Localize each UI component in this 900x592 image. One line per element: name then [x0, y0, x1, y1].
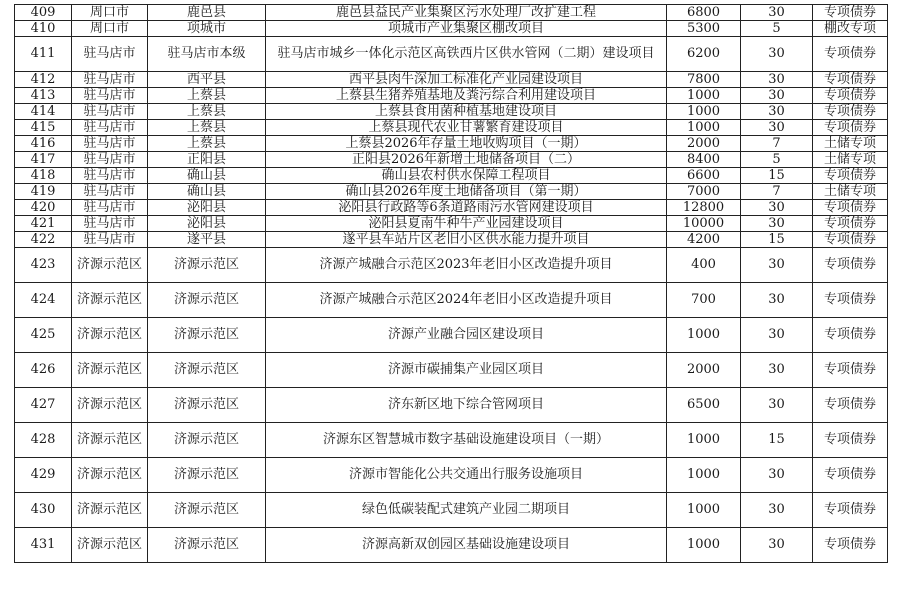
- project-name-cell: 济东新区地下综合管网项目: [266, 388, 667, 423]
- county-cell: 鹿邑县: [148, 5, 266, 21]
- bond-type-cell: 土储专项: [813, 184, 888, 200]
- table-row: [15, 21, 888, 37]
- table-row: [15, 388, 888, 423]
- amount-cell: 400: [667, 248, 741, 283]
- table-row: [15, 37, 888, 72]
- row-number-cell: 429: [15, 458, 72, 493]
- amount-cell: 1000: [667, 493, 741, 528]
- table-row: [15, 88, 888, 104]
- county-cell: 项城市: [148, 21, 266, 37]
- term-cell: 30: [741, 216, 813, 232]
- row-number-cell: 425: [15, 318, 72, 353]
- project-name-cell: 上蔡县现代农业甘薯繁育建设项目: [266, 120, 667, 136]
- project-name-cell: 济源东区智慧城市数字基础设施建设项目（一期）: [266, 423, 667, 458]
- row-number-cell: 411: [15, 37, 72, 72]
- county-cell: 济源示范区: [148, 353, 266, 388]
- table-row: [15, 423, 888, 458]
- bond-type-cell: 专项债券: [813, 423, 888, 458]
- bond-type-cell: 专项债券: [813, 168, 888, 184]
- term-cell: 30: [741, 283, 813, 318]
- amount-cell: 1000: [667, 423, 741, 458]
- amount-cell: 1000: [667, 120, 741, 136]
- table-row: [15, 493, 888, 528]
- row-number-cell: 409: [15, 5, 72, 21]
- city-cell: 驻马店市: [72, 232, 148, 248]
- project-name-cell: 确山县农村供水保障工程项目: [266, 168, 667, 184]
- county-cell: 遂平县: [148, 232, 266, 248]
- city-cell: 济源示范区: [72, 493, 148, 528]
- county-cell: 上蔡县: [148, 104, 266, 120]
- term-cell: 30: [741, 104, 813, 120]
- bond-project-table: [14, 4, 887, 563]
- project-name-cell: 项城市产业集聚区棚改项目: [266, 21, 667, 37]
- row-number-cell: 410: [15, 21, 72, 37]
- bond-type-cell: 专项债券: [813, 104, 888, 120]
- project-name-cell: 济源产城融合示范区2023年老旧小区改造提升项目: [266, 248, 667, 283]
- term-cell: 30: [741, 37, 813, 72]
- bond-type-cell: 土储专项: [813, 152, 888, 168]
- project-name-cell: 济源市智能化公共交通出行服务设施项目: [266, 458, 667, 493]
- city-cell: 驻马店市: [72, 37, 148, 72]
- row-number-cell: 423: [15, 248, 72, 283]
- bond-type-cell: 专项债券: [813, 458, 888, 493]
- project-name-cell: 上蔡县生猪养殖基地及粪污综合利用建设项目: [266, 88, 667, 104]
- table-row: [15, 283, 888, 318]
- term-cell: 30: [741, 88, 813, 104]
- term-cell: 15: [741, 423, 813, 458]
- county-cell: 济源示范区: [148, 493, 266, 528]
- table-row: [15, 248, 888, 283]
- row-number-cell: 428: [15, 423, 72, 458]
- term-cell: 30: [741, 528, 813, 563]
- city-cell: 驻马店市: [72, 200, 148, 216]
- project-name-cell: 济源市碳捕集产业园区项目: [266, 353, 667, 388]
- county-cell: 上蔡县: [148, 136, 266, 152]
- row-number-cell: 420: [15, 200, 72, 216]
- amount-cell: 700: [667, 283, 741, 318]
- county-cell: 济源示范区: [148, 388, 266, 423]
- row-number-cell: 413: [15, 88, 72, 104]
- project-name-cell: 遂平县车站片区老旧小区供水能力提升项目: [266, 232, 667, 248]
- amount-cell: 2000: [667, 136, 741, 152]
- county-cell: 西平县: [148, 72, 266, 88]
- bond-type-cell: 专项债券: [813, 120, 888, 136]
- bond-type-cell: 专项债券: [813, 232, 888, 248]
- bond-type-cell: 专项债券: [813, 37, 888, 72]
- city-cell: 周口市: [72, 5, 148, 21]
- county-cell: 济源示范区: [148, 458, 266, 493]
- term-cell: 30: [741, 248, 813, 283]
- city-cell: 驻马店市: [72, 184, 148, 200]
- amount-cell: 10000: [667, 216, 741, 232]
- city-cell: 驻马店市: [72, 152, 148, 168]
- term-cell: 7: [741, 184, 813, 200]
- amount-cell: 1000: [667, 458, 741, 493]
- amount-cell: 6500: [667, 388, 741, 423]
- amount-cell: 12800: [667, 200, 741, 216]
- bond-type-cell: 专项债券: [813, 216, 888, 232]
- table-body: [15, 5, 888, 563]
- table-row: [15, 72, 888, 88]
- county-cell: 驻马店市本级: [148, 37, 266, 72]
- county-cell: 济源示范区: [148, 248, 266, 283]
- amount-cell: 8400: [667, 152, 741, 168]
- amount-cell: 2000: [667, 353, 741, 388]
- table-row: [15, 104, 888, 120]
- city-cell: 济源示范区: [72, 458, 148, 493]
- county-cell: 济源示范区: [148, 423, 266, 458]
- row-number-cell: 421: [15, 216, 72, 232]
- project-name-cell: 上蔡县2026年存量土地收购项目（一期）: [266, 136, 667, 152]
- city-cell: 济源示范区: [72, 248, 148, 283]
- term-cell: 30: [741, 388, 813, 423]
- bond-type-cell: 专项债券: [813, 283, 888, 318]
- amount-cell: 7800: [667, 72, 741, 88]
- table-row: [15, 216, 888, 232]
- amount-cell: 6600: [667, 168, 741, 184]
- table-row: [15, 232, 888, 248]
- term-cell: 30: [741, 72, 813, 88]
- term-cell: 7: [741, 136, 813, 152]
- table-row: [15, 528, 888, 563]
- table-row: [15, 458, 888, 493]
- project-name-cell: 济源产城融合示范区2024年老旧小区改造提升项目: [266, 283, 667, 318]
- row-number-cell: 430: [15, 493, 72, 528]
- county-cell: 济源示范区: [148, 318, 266, 353]
- city-cell: 济源示范区: [72, 528, 148, 563]
- term-cell: 5: [741, 21, 813, 37]
- project-name-cell: 鹿邑县益民产业集聚区污水处理厂改扩建工程: [266, 5, 667, 21]
- table-row: [15, 168, 888, 184]
- table-row: [15, 200, 888, 216]
- amount-cell: 6800: [667, 5, 741, 21]
- project-name-cell: 绿色低碳装配式建筑产业园二期项目: [266, 493, 667, 528]
- row-number-cell: 431: [15, 528, 72, 563]
- city-cell: 济源示范区: [72, 318, 148, 353]
- amount-cell: 5300: [667, 21, 741, 37]
- row-number-cell: 412: [15, 72, 72, 88]
- term-cell: 30: [741, 200, 813, 216]
- bond-type-cell: 专项债券: [813, 353, 888, 388]
- bond-type-cell: 专项债券: [813, 318, 888, 353]
- project-name-cell: 上蔡县食用菌种植基地建设项目: [266, 104, 667, 120]
- row-number-cell: 424: [15, 283, 72, 318]
- county-cell: 确山县: [148, 184, 266, 200]
- project-name-cell: 泌阳县夏南牛种牛产业园建设项目: [266, 216, 667, 232]
- term-cell: 30: [741, 493, 813, 528]
- city-cell: 驻马店市: [72, 120, 148, 136]
- bond-type-cell: 专项债券: [813, 5, 888, 21]
- city-cell: 济源示范区: [72, 423, 148, 458]
- term-cell: 30: [741, 5, 813, 21]
- row-number-cell: 419: [15, 184, 72, 200]
- city-cell: 驻马店市: [72, 168, 148, 184]
- project-name-cell: 济源高新双创园区基础设施建设项目: [266, 528, 667, 563]
- bond-type-cell: 专项债券: [813, 88, 888, 104]
- city-cell: 驻马店市: [72, 72, 148, 88]
- table-row: [15, 5, 888, 21]
- amount-cell: 1000: [667, 318, 741, 353]
- row-number-cell: 418: [15, 168, 72, 184]
- bond-type-cell: 土储专项: [813, 136, 888, 152]
- bond-type-cell: 专项债券: [813, 528, 888, 563]
- bond-type-cell: 专项债券: [813, 493, 888, 528]
- amount-cell: 1000: [667, 528, 741, 563]
- term-cell: 5: [741, 152, 813, 168]
- county-cell: 泌阳县: [148, 200, 266, 216]
- table-row: [15, 120, 888, 136]
- table-row: [15, 152, 888, 168]
- row-number-cell: 414: [15, 104, 72, 120]
- project-name-cell: 西平县肉牛深加工标准化产业园建设项目: [266, 72, 667, 88]
- table-row: [15, 184, 888, 200]
- project-name-cell: 确山县2026年度土地储备项目（第一期）: [266, 184, 667, 200]
- term-cell: 15: [741, 232, 813, 248]
- term-cell: 30: [741, 353, 813, 388]
- county-cell: 泌阳县: [148, 216, 266, 232]
- amount-cell: 4200: [667, 232, 741, 248]
- bond-type-cell: 棚改专项: [813, 21, 888, 37]
- county-cell: 确山县: [148, 168, 266, 184]
- bond-type-cell: 专项债券: [813, 248, 888, 283]
- row-number-cell: 426: [15, 353, 72, 388]
- bond-type-cell: 专项债券: [813, 72, 888, 88]
- county-cell: 上蔡县: [148, 120, 266, 136]
- term-cell: 30: [741, 318, 813, 353]
- row-number-cell: 422: [15, 232, 72, 248]
- bond-type-cell: 专项债券: [813, 388, 888, 423]
- bond-type-cell: 专项债券: [813, 200, 888, 216]
- city-cell: 驻马店市: [72, 136, 148, 152]
- amount-cell: 7000: [667, 184, 741, 200]
- city-cell: 驻马店市: [72, 104, 148, 120]
- city-cell: 周口市: [72, 21, 148, 37]
- county-cell: 济源示范区: [148, 283, 266, 318]
- table-row: [15, 318, 888, 353]
- county-cell: 上蔡县: [148, 88, 266, 104]
- county-cell: 正阳县: [148, 152, 266, 168]
- city-cell: 驻马店市: [72, 88, 148, 104]
- city-cell: 驻马店市: [72, 216, 148, 232]
- city-cell: 济源示范区: [72, 283, 148, 318]
- table-row: [15, 136, 888, 152]
- amount-cell: 1000: [667, 88, 741, 104]
- row-number-cell: 416: [15, 136, 72, 152]
- table-row: [15, 353, 888, 388]
- amount-cell: 1000: [667, 104, 741, 120]
- project-name-cell: 济源产业融合园区建设项目: [266, 318, 667, 353]
- row-number-cell: 417: [15, 152, 72, 168]
- project-name-cell: 正阳县2026年新增土地储备项目（二）: [266, 152, 667, 168]
- amount-cell: 6200: [667, 37, 741, 72]
- project-name-cell: 驻马店市城乡一体化示范区高铁西片区供水管网（二期）建设项目: [266, 37, 667, 72]
- city-cell: 济源示范区: [72, 353, 148, 388]
- term-cell: 30: [741, 120, 813, 136]
- row-number-cell: 415: [15, 120, 72, 136]
- county-cell: 济源示范区: [148, 528, 266, 563]
- term-cell: 30: [741, 458, 813, 493]
- city-cell: 济源示范区: [72, 388, 148, 423]
- row-number-cell: 427: [15, 388, 72, 423]
- term-cell: 15: [741, 168, 813, 184]
- project-name-cell: 泌阳县行政路等6条道路雨污水管网建设项目: [266, 200, 667, 216]
